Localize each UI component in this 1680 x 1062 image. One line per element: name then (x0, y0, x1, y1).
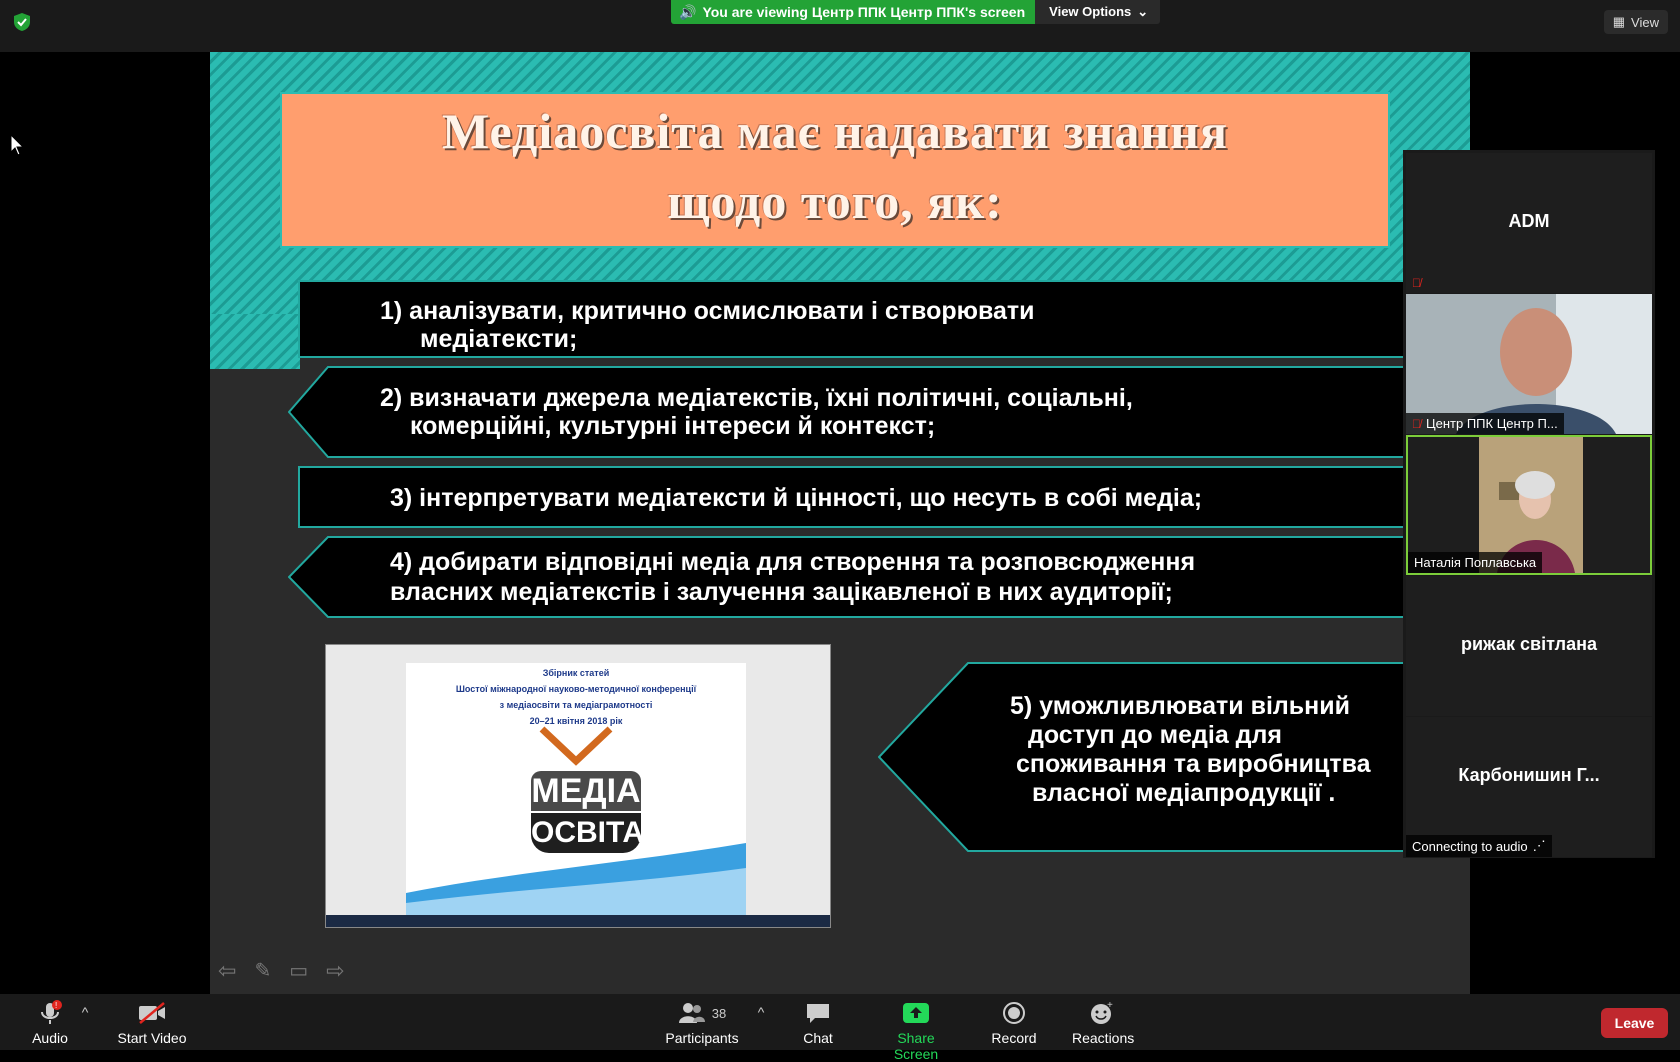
svg-text:+: + (1107, 1000, 1113, 1011)
mic-muted-icon: 🎙̸ (1412, 416, 1421, 431)
slide-stripe-tab (210, 314, 300, 369)
slide-item-3 (298, 466, 1470, 528)
participant-gallery (1403, 150, 1655, 858)
slide-title-line1: Медіаосвіта має надавати знання (441, 103, 1229, 159)
audio-button[interactable] (30, 1000, 70, 1046)
participant-tile-natalia[interactable] (1406, 435, 1652, 575)
doc-caption-3: з медіаосвіти та медіаграмотності (499, 700, 653, 710)
start-video-label: Start Video (117, 1030, 187, 1046)
slide-item-4-line1: 4) добирати відповідні медіа для створення та розповсюдження (390, 548, 1196, 576)
leave-button[interactable]: Leave (1601, 1008, 1668, 1038)
view-options-label: View Options (1049, 4, 1132, 19)
pen-icon[interactable]: ✎ (254, 960, 272, 982)
slide-item-1-line1: 1) аналізувати, критично осмислювати і створювати (380, 297, 1035, 325)
loading-dots-icon: ⋰ (1532, 838, 1546, 853)
slide-item-5-line3: споживання та виробництва (1016, 750, 1371, 778)
participant-tile-karbonyshyn[interactable] (1406, 717, 1652, 857)
slide-item-4 (328, 536, 1468, 618)
document-page (406, 663, 746, 915)
connecting-status-text: Connecting to audio (1412, 838, 1528, 854)
slide-item-2 (328, 366, 1468, 458)
participants-icon (664, 1000, 740, 1026)
media-logo-top: МЕДІА (531, 772, 641, 810)
slide-item-1-line2: медіатексти; (420, 325, 578, 353)
view-button[interactable] (1604, 10, 1668, 34)
slide-title-box (280, 92, 1390, 248)
muted-indicator (1406, 273, 1427, 293)
chat-label: Chat (803, 1030, 833, 1046)
record-label: Record (991, 1030, 1037, 1046)
windows-taskbar (326, 915, 831, 927)
mic-muted-icon: 🎙̸ (1412, 276, 1421, 290)
share-screen-label: Share Screen (893, 1030, 939, 1062)
reactions-button[interactable] (1072, 1000, 1135, 1046)
slide-title-line2: щодо того, як: (667, 173, 1003, 229)
participants-label: Participants (665, 1030, 739, 1046)
video-off-icon (112, 1000, 192, 1026)
doc-caption-1: Збірник статей (542, 668, 610, 678)
participant-name: Наталія Поплавська (1414, 555, 1537, 570)
security-shield-icon[interactable] (12, 12, 32, 32)
conference-collection-screenshot (325, 644, 831, 928)
participants-button[interactable] (664, 1000, 740, 1046)
view-options-button[interactable] (1035, 0, 1160, 24)
viewing-text: You are viewing Центр ППК Центр ППК's screen (702, 4, 1026, 20)
screen-share-banner (671, 0, 1160, 24)
participant-label (1406, 413, 1564, 434)
slide-item-2-line1: 2) визначати джерела медіатекстів, їхні політичні, соціальні, (380, 384, 1133, 412)
connecting-status (1406, 835, 1552, 857)
view-label: View (1631, 14, 1659, 30)
chat-icon (798, 1000, 838, 1026)
participants-options-caret[interactable]: ^ (757, 1004, 765, 1020)
participant-name: рижак світлана (1460, 634, 1598, 654)
slide-item-4-line2: власних медіатекстів і залучення зацікавленої в них аудиторії; (390, 578, 1173, 606)
next-slide-icon[interactable]: ⇨ (326, 958, 345, 983)
doc-caption-4: 20–21 квітня 2018 рік (529, 716, 623, 726)
chat-button[interactable] (798, 1000, 838, 1046)
checkmark-logo-icon (538, 725, 614, 767)
start-video-button[interactable] (112, 1000, 192, 1046)
speaker-icon: 🔊 (679, 4, 697, 20)
blue-wave-decoration (406, 843, 746, 915)
record-button[interactable] (990, 1000, 1038, 1046)
previous-slide-icon[interactable]: ⇦ (218, 958, 237, 983)
svg-text:!: ! (55, 1001, 58, 1010)
reactions-icon (1072, 1000, 1132, 1026)
top-bar (0, 0, 1680, 52)
mouse-cursor-icon (10, 134, 24, 156)
doc-caption-2: Шостої міжнародної науково-методичної конференції (455, 684, 697, 694)
slide-item-5-line1: 5) уможливлювати вільний (1010, 692, 1351, 720)
slide-nav-controls (218, 958, 345, 984)
shared-slide (210, 52, 1470, 994)
chevron-down-icon: ⌄ (1137, 4, 1149, 19)
viewing-indicator (671, 0, 1035, 24)
slide-item-5 (950, 680, 1470, 840)
reactions-label: Reactions (1072, 1030, 1135, 1046)
grid-view-icon: ▦ (1612, 14, 1626, 29)
slide-item-1 (298, 280, 1470, 358)
slide-item-3-line1: 3) інтерпретувати медіатексти й цінності, що несуть в собі медіа; (390, 484, 1203, 512)
participant-name: Центр ППК Центр П... (1426, 416, 1558, 431)
share-screen-button[interactable] (874, 1000, 958, 1062)
participants-count: 38 (711, 1005, 727, 1021)
media-logo-bottom: ОСВІТА (531, 813, 641, 853)
slide-item-5-line4: власної медіапродукції . (1032, 779, 1336, 807)
audio-label: Audio (32, 1030, 68, 1046)
participant-label (1408, 552, 1542, 573)
slide-item-2-line2: комерційні, культурні інтереси й контекст; (410, 412, 936, 440)
participant-name: Карбонишин Г... (1458, 765, 1600, 785)
slide-item-5-line2: доступ до медіа для (1028, 721, 1283, 749)
participant-tile-adm[interactable] (1406, 153, 1652, 293)
share-screen-icon (874, 1000, 958, 1026)
meeting-toolbar (0, 994, 1680, 1062)
slides-menu-icon[interactable]: ▭ (289, 960, 309, 982)
record-icon (990, 1000, 1038, 1026)
participant-tile-centr[interactable] (1406, 294, 1652, 434)
audio-options-caret[interactable]: ^ (81, 1004, 89, 1020)
participant-name: ADM (1508, 211, 1550, 231)
participant-tile-ryzhak[interactable] (1406, 576, 1652, 716)
microphone-icon (30, 1000, 70, 1026)
